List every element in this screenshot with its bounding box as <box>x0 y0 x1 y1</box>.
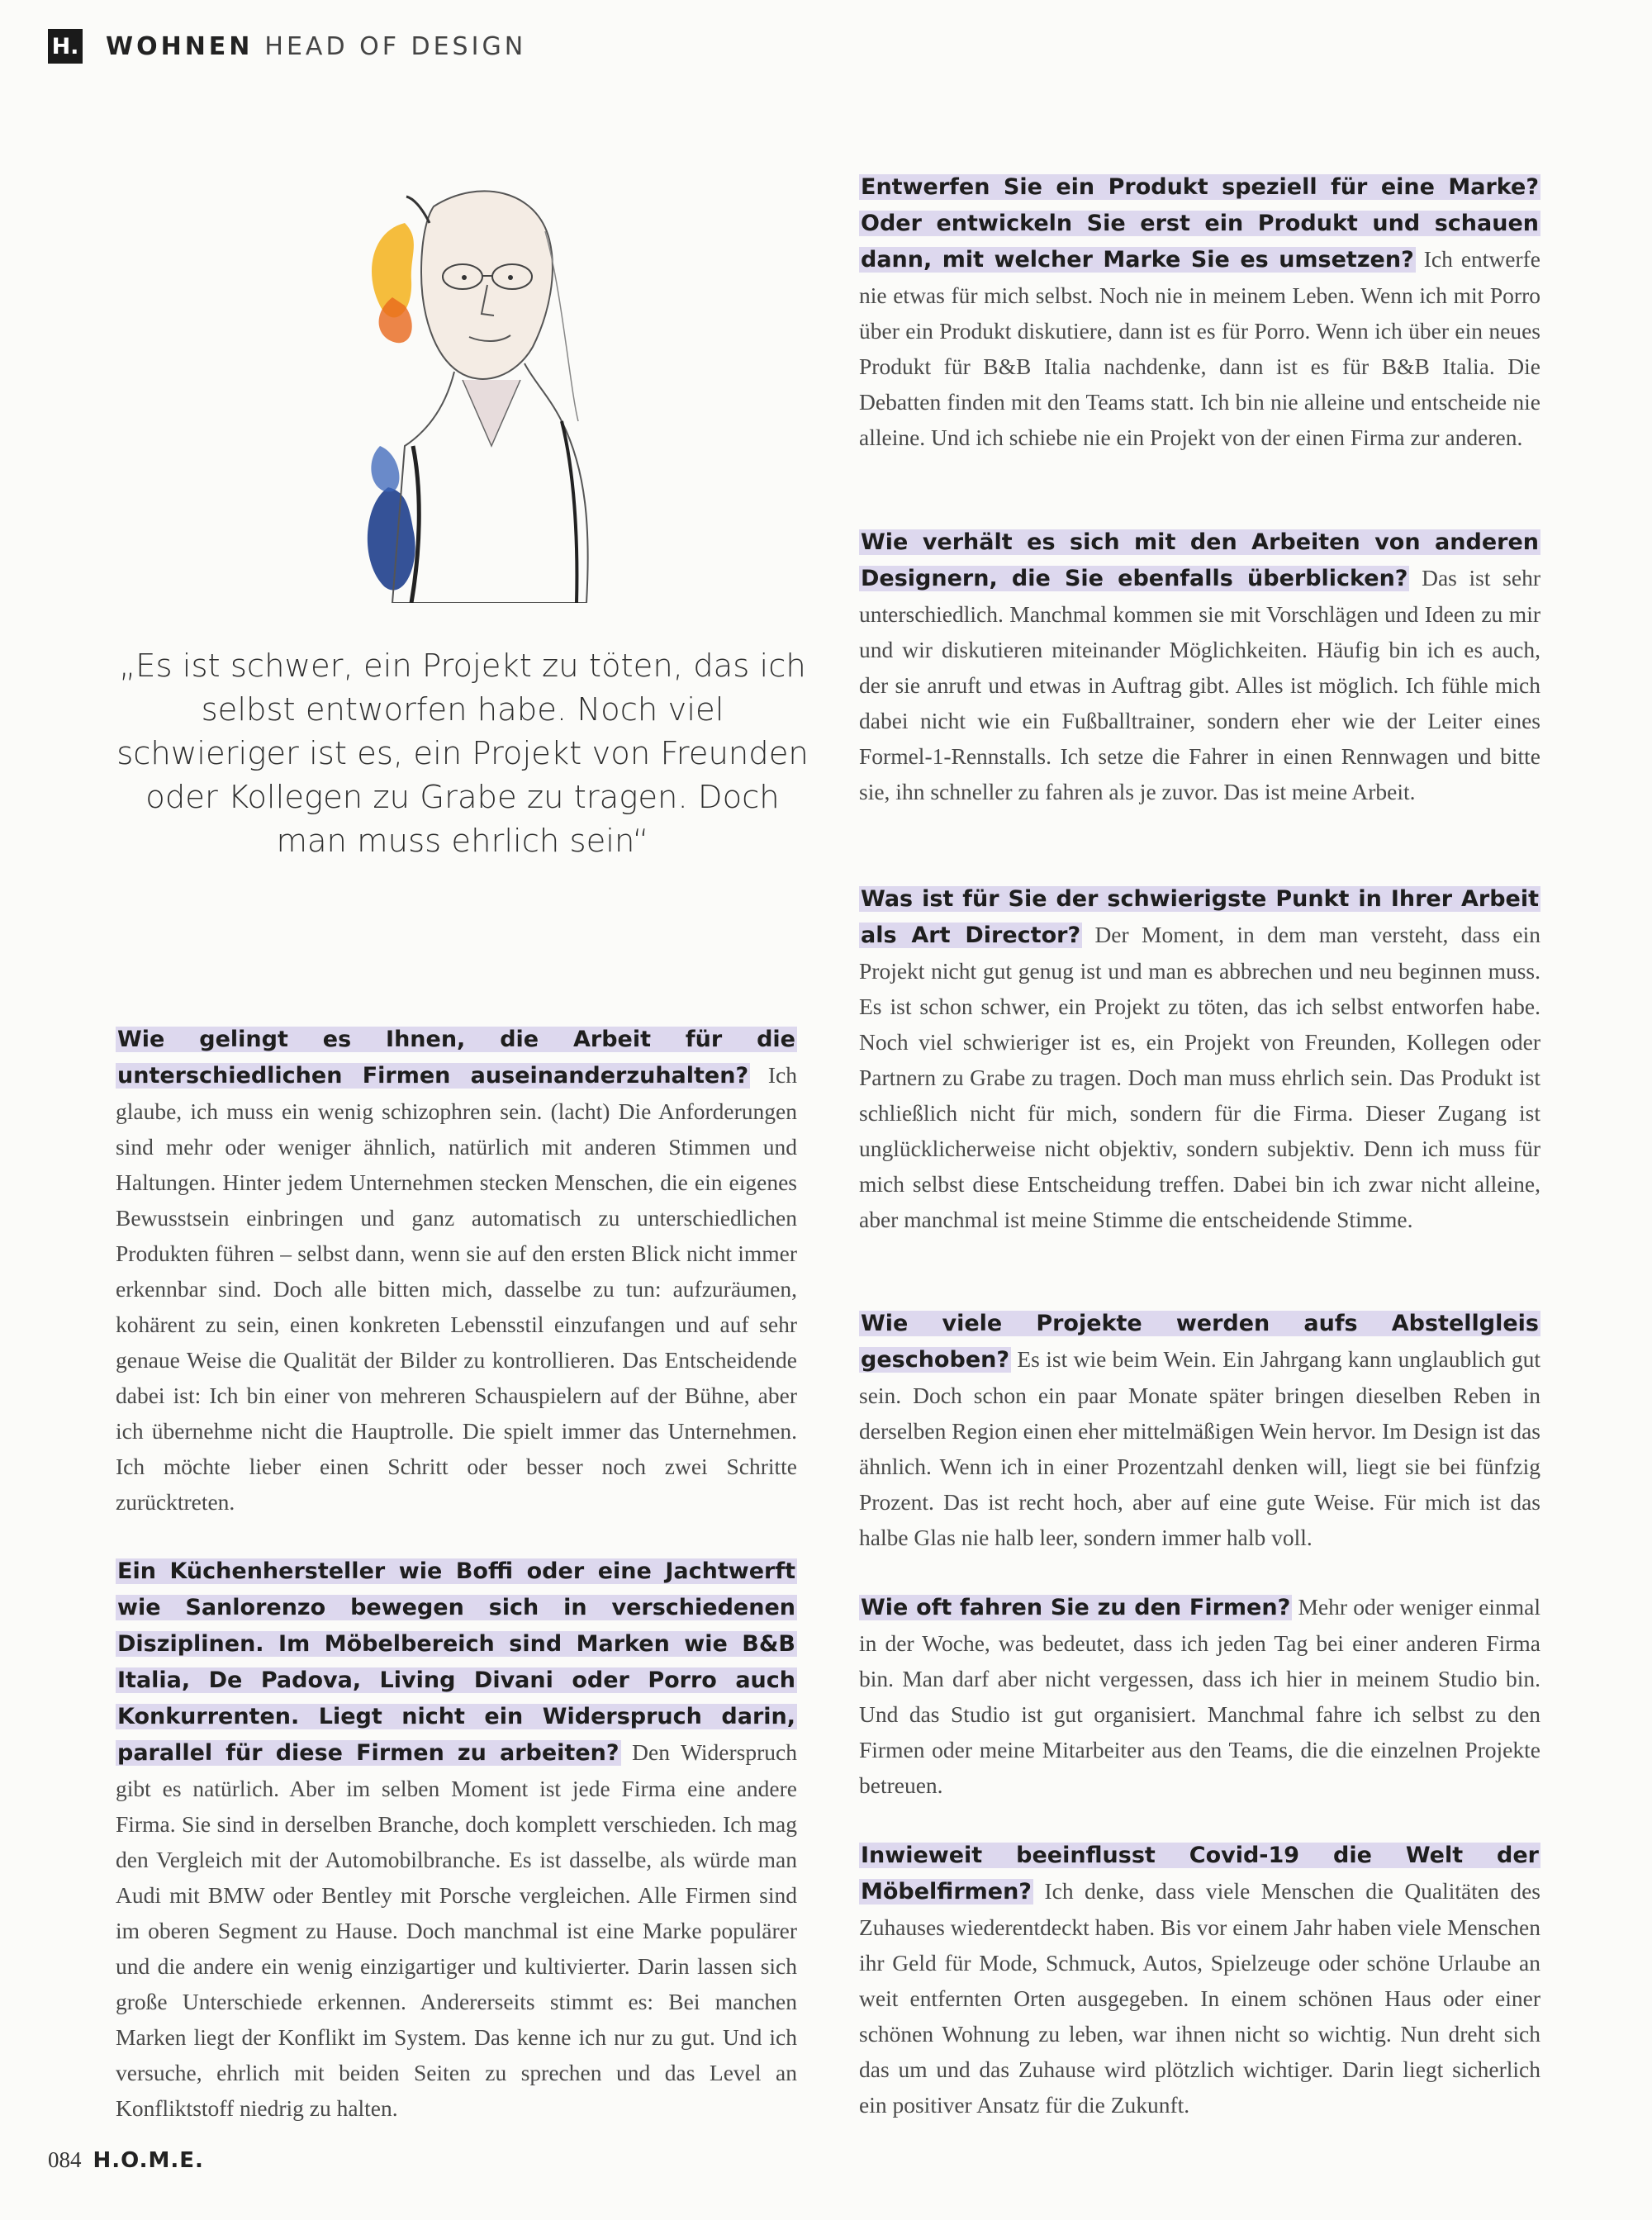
answer: Es ist wie beim Wein. Ein Jahrgang kann unglaublich gut sein. Doch schon ein paar Monate später bringen dieselben Reben in derselben Region einen eher mittelmäßigen Wein hervor. Im Design ist das ähnlich. Wenn ich in einer Prozentzahl denken will, liegt sie bei fünfzig Prozent. Das ist recht hoch, aber auf eine gute Weise. Für mich ist das halbe Glas nie halb leer, sondern immer halb voll. <box>859 1346 1540 1550</box>
answer: Das ist sehr unterschiedlich. Manchmal kommen sie mit Vorschlägen und Ideen zu mir und wir diskutieren miteinander Möglichkeiten. Häufig bin ich es auch, der sie anruft und etwas in Auftrag gibt. Alles ist möglich. Ich fühle mich dabei nicht wie ein Fußballtrainer, sondern eher wie der Leiter eines Formel-1-Rennstalls. Ich setze die Fahrer in einen Rennwagen und bitte sie, ihn schneller zu fahren als je zuvor. Das ist meine Arbeit. <box>859 565 1540 804</box>
question: Wie viele Projekte werden aufs Abstellgleis geschoben? <box>861 1311 1539 1373</box>
qa-block <box>859 168 1540 455</box>
answer: Ich denke, dass viele Menschen die Qualitäten des Zuhauses wiederentdeckt haben. Bis vor einem Jahr haben viele Menschen ihr Geld für Mode, Schmuck, Autos, Spielzeuge oder schöne Urlaube an weit entfernten Orten ausgegeben. In einem schönen Haus oder einer schönen Wohnung zu leben, war ihnen nicht so wichtig. Nun dreht sich das um und das Zuhause wird plötzlich wichtiger. Darin liegt sicherlich ein positiver Ansatz für die Zukunft. <box>859 1878 1540 2118</box>
page-footer <box>48 2147 204 2173</box>
magazine-logo: H. <box>48 29 83 64</box>
question: Ein Küchenhersteller wie Boffi oder eine Jachtwerft wie Sanlorenzo bewegen sich in verschiedenen Disziplinen. Im Möbelbereich sind Marken wie B&B Italia, De Padova, Living Divani oder Porro auch Konkurrenten. Liegt nicht ein Widerspruch darin, parallel für diese Firmen zu arbeiten? <box>117 1558 795 1766</box>
question: Inwieweit beeinflusst Covid-19 die Welt der Möbelfirmen? <box>861 1843 1539 1905</box>
qa-block <box>859 1305 1540 1555</box>
magazine-name: H.O.M.E. <box>93 2148 204 2173</box>
qa-block <box>859 524 1540 809</box>
page-number: 084 <box>48 2147 82 2172</box>
qa-block <box>859 1589 1540 1803</box>
qa-block <box>116 1553 797 2126</box>
page-header <box>48 28 526 64</box>
pull-quote: „Es ist schwer, ein Projekt zu töten, das ich selbst entworfen habe. Noch viel schwieriger ist es, ein Projekt von Freunden oder Kollegen zu Grabe zu tragen. Doch man muss ehrlich sein“ <box>116 648 809 860</box>
answer: Mehr oder weniger einmal in der Woche, was bedeutet, dass ich jeden Tag bei einer anderen Firma bin. Man darf aber nicht vergessen, dass ich hier in meinem Studio bin. Und das Studio ist gut organisiert. Manchmal fahre ich selbst zu den Firmen oder meine Mitarbeiter aus den Teams, die die einzelnen Projekte betreuen. <box>859 1594 1540 1798</box>
answer: Der Moment, in dem man versteht, dass ein Projekt nicht gut genug ist und man es abbrechen und neu beginnen muss. Es ist schon schwer, ein Projekt zu töten, das ich selbst entworfen habe. Noch viel schwieriger ist es, ein Projekt von Freunden, Kollegen oder Partnern zu Grabe zu tragen. Doch man muss ehrlich sein. Das Produkt ist schließlich nicht für mich, sondern für die Firma. Dieser Zugang ist unglücklicherweise nicht objektiv, sondern subjektiv. Denn ich muss für mich selbst diese Entscheidung treffen. Dabei bin ich zwar nicht alleine, aber manchmal ist meine Stimme die entscheidende Stimme. <box>859 922 1540 1232</box>
qa-block <box>859 880 1540 1237</box>
section-label: WOHNEN <box>106 31 254 61</box>
question: Entwerfen Sie ein Produkt speziell für eine Marke? Oder entwickeln Sie erst ein Produkt und schauen dann, mit welcher Marke Sie es umsetzen? <box>861 174 1539 273</box>
portrait-illustration <box>314 173 628 603</box>
answer: Den Widerspruch gibt es natürlich. Aber im selben Moment ist jede Firma eine andere Firma. Sie sind in derselben Branche, doch komplett verschieden. Ich mag den Vergleich mit der Automobilbranche. Es ist dasselbe, als würde man Audi mit BMW oder Bentley mit Porsche vergleichen. Alle Firmen sind im oberen Segment zu Hause. Doch manchmal ist eine Marke populärer und die andere ein wenig einzigartiger und kultivierter. Darin lassen sich große Unterschiede erkennen. Andererseits stimmt es: Bei manchen Marken liegt der Konflikt im System. Das kenne ich nur zu gut. Und ich versuche, ehrlich mit beiden Seiten zu sprechen und das Level an Konfliktstoff niedrig zu halten. <box>116 1739 797 2121</box>
answer: Ich glaube, ich muss ein wenig schizophren sein. (lacht) Die Anforderungen sind mehr oder weniger ähnlich, natürlich mit anderen Stimmen und Haltungen. Hinter jedem Unternehmen stecken Menschen, die ein eigenes Bewusstsein einbringen und ganz automatisch zu unterschiedlichen Produkten führen – selbst dann, wenn sie auf den ersten Blick nicht immer erkennbar sind. Doch alle bitten mich, dasselbe zu tun: aufzuräumen, kohärent zu sein, einen konkreten Lebensstil einzufangen und auf sehr genaue Weise die Qualität der Bilder zu kontrollieren. Das Entscheidende dabei ist: Ich bin einer von mehreren Schauspielern auf der Bühne, aber ich übernehme nicht die Hauptrolle. Die spielt immer das Unternehmen. Ich möchte lieber einen Schritt oder besser noch zwei Schritte zurücktreten. <box>116 1062 797 1515</box>
subsection-label: HEAD OF DESIGN <box>264 31 527 61</box>
qa-block <box>116 1021 797 1520</box>
qa-block <box>859 1837 1540 2123</box>
question: Was ist für Sie der schwierigste Punkt in Ihrer Arbeit als Art Director? <box>861 886 1539 948</box>
question: Wie verhält es sich mit den Arbeiten von anderen Designern, die Sie ebenfalls überblicken? <box>861 529 1539 591</box>
question: Wie oft fahren Sie zu den Firmen? <box>861 1595 1291 1620</box>
answer: Ich entwerfe nie etwas für mich selbst. Noch nie in meinem Leben. Wenn ich mit Porro über ein Produkt diskutiere, dann ist es für Porro. Wenn ich über ein neues Produkt für B&B Italia nachdenke, dann ist es für B&B Italia. Die Debatten finden mit den Teams statt. Ich bin nie alleine und entscheide nie alleine. Und ich schiebe nie ein Projekt von der einen Firma zur anderen. <box>859 246 1540 450</box>
question: Wie gelingt es Ihnen, die Arbeit für die unterschiedlichen Firmen auseinanderzuhalten? <box>117 1027 795 1089</box>
